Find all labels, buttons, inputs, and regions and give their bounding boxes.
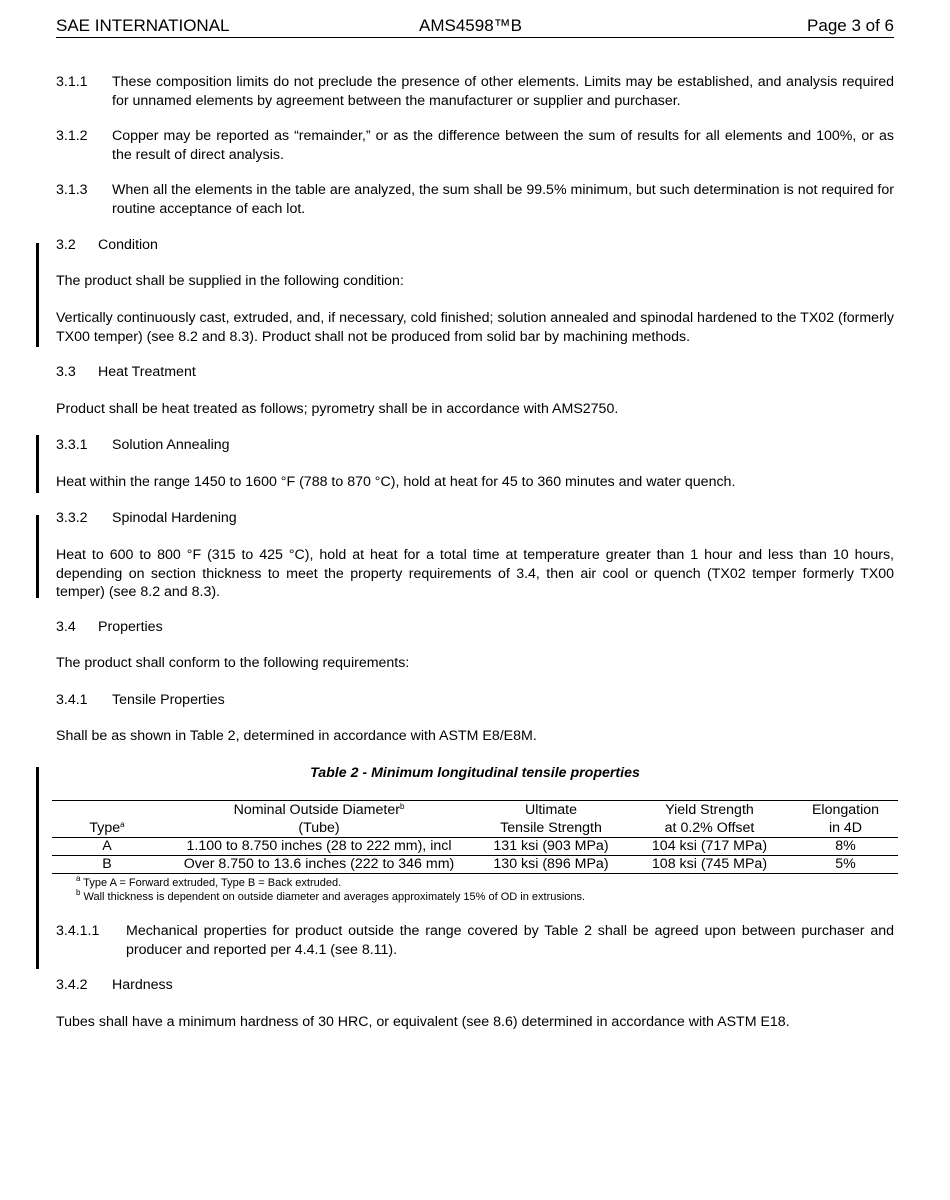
table-title: Table 2 - Minimum longitudinal tensile properties <box>310 765 640 781</box>
para-text: The product shall conform to the following requirements: <box>56 655 410 671</box>
para-text: Heat to 600 to 800 °F (315 to 425 °C), hold at heat for a total time at temperature greater than 1 hour and less than 10 hours, depending on section thickness to meet the property requirements of 3.4, then air cool or quench (TX02 temper formerly TX00 temper) (see 8.2 and 8.3). <box>56 547 894 600</box>
section-number: 3.4 <box>56 619 76 635</box>
para-text: The product shall be supplied in the following condition: <box>56 273 404 289</box>
section-title: Spinodal Hardening <box>112 510 237 526</box>
para-3-4-1-1 <box>56 922 894 959</box>
tensile-table <box>52 800 898 874</box>
table-row <box>52 838 898 856</box>
cell-yield: 104 ksi (717 MPa) <box>651 838 768 854</box>
table-row <box>52 856 898 874</box>
para-text: When all the elements in the table are analyzed, the sum shall be 99.5% minimum, but such determination is not required for routine acceptance of each lot. <box>112 182 894 217</box>
section-title: Tensile Properties <box>112 692 225 708</box>
table-footnote-b: $^b$ Wall thickness is dependent on outside diameter and averages approximately 15% of OD in extrusions. <box>76 888 586 903</box>
header-page-number: Page 3 of 6 <box>807 16 894 35</box>
cell-yield: 108 ksi (745 MPa) <box>651 856 768 872</box>
section-number: 3.4.2 <box>56 977 88 993</box>
para-text: Product shall be heat treated as follows; pyrometry shall be in accordance with AMS2750. <box>56 401 619 417</box>
section-title: Heat Treatment <box>98 364 196 380</box>
col-header-type: Type$^a$ <box>89 820 125 836</box>
cell-diameter: 1.100 to 8.750 inches (28 to 222 mm), incl <box>186 838 452 854</box>
para-text: Mechanical properties for product outside the range covered by Table 2 shall be agreed upon between purchaser and producer and reported per 4.4.1 (see 8.11). <box>126 923 894 958</box>
change-bar <box>36 435 39 493</box>
section-title: Properties <box>98 619 163 635</box>
cell-type: B <box>102 856 112 872</box>
para-text: Vertically continuously cast, extruded, and, if necessary, cold finished; solution annealed and spinodal hardened to the TX02 (formerly TX00 temper) (see 8.2 and 8.3). Product shall not be produced from solid bar by machining methods. <box>56 310 894 345</box>
para-text: Tubes shall have a minimum hardness of 30 HRC, or equivalent (see 8.6) determined in accordance with ASTM E18. <box>56 1014 790 1030</box>
change-bar <box>36 515 39 598</box>
col-header-diameter: Nominal Outside Diameter$^b$ (Tube) <box>233 802 405 836</box>
para-3-1-2 <box>56 127 894 164</box>
col-header-yield: Yield Strength at 0.2% Offset <box>664 802 755 836</box>
change-bar <box>36 243 39 347</box>
section-title: Hardness <box>112 977 173 993</box>
cell-uts: 131 ksi (903 MPa) <box>493 838 609 854</box>
section-number: 3.1.2 <box>56 128 88 144</box>
section-number: 3.4.1 <box>56 692 88 708</box>
cell-elongation: 5% <box>835 856 856 872</box>
para-3-1-1 <box>56 73 894 110</box>
section-number: 3.2 <box>56 237 76 253</box>
para-text: Shall be as shown in Table 2, determined in accordance with ASTM E8/E8M. <box>56 728 537 744</box>
section-number: 3.3.1 <box>56 437 88 453</box>
cell-uts: 130 ksi (896 MPa) <box>493 856 609 872</box>
section-title: Solution Annealing <box>112 437 230 453</box>
para-text: Copper may be reported as “remainder,” or as the difference between the sum of results for all elements and 100%, or as the result of direct analysis. <box>112 128 894 163</box>
para-text: These composition limits do not preclude the presence of other elements. Limits may be established, and analysis required for unnamed elements by agreement between the manufacturer or supplier and purchaser. <box>112 74 894 109</box>
col-header-uts: Ultimate Tensile Strength <box>500 802 602 836</box>
cell-diameter: Over 8.750 to 13.6 inches (222 to 346 mm) <box>183 856 455 872</box>
section-title: Condition <box>98 237 158 253</box>
page-header <box>56 15 894 38</box>
section-number: 3.3.2 <box>56 510 88 526</box>
section-number: 3.1.3 <box>56 182 88 198</box>
table-footnote-a: $^a$ Type A = Forward extruded, Type B = Back extruded. <box>76 874 342 889</box>
change-bar <box>36 767 39 969</box>
section-number: 3.1.1 <box>56 74 88 90</box>
table-header-row <box>52 801 898 838</box>
header-doc-number: AMS4598™B <box>419 16 522 35</box>
header-org: SAE INTERNATIONAL <box>56 16 230 35</box>
section-number: 3.3 <box>56 364 76 380</box>
section-number: 3.4.1.1 <box>56 923 100 939</box>
cell-type: A <box>102 838 112 854</box>
para-text: Heat within the range 1450 to 1600 °F (788 to 870 °C), hold at heat for 45 to 360 minutes and water quench. <box>56 474 736 490</box>
para-3-1-3 <box>56 181 894 218</box>
col-header-elongation: Elongation in 4D <box>811 802 880 836</box>
cell-elongation: 8% <box>835 838 856 854</box>
